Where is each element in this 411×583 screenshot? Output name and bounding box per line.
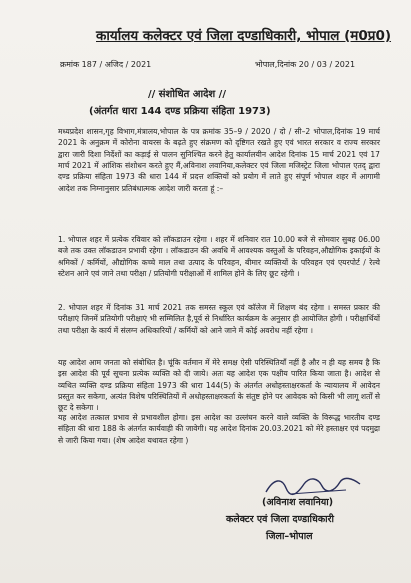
signature-icon [260, 472, 370, 500]
order-heading: // संशोधित आदेश // [148, 89, 226, 100]
intro-paragraph: मध्यप्रदेश शासन,गृह विभाग,मंत्रालय,भोपाल के पत्र क्रमांक 35–9 / 2020 / दो / सी–2 भोपाल,दिनांक 19 मार्च 2021 के अनुक्रम में कोरोना वायरस के बढ़ते हुए संक्रमण को दृष्टिगत रखते हुए एवं भारत सरकार व राज्य सरकार द्वारा जारी दिशा निर्देशों का कड़ाई से पालन सुनिश्चित करने हेतु कार्यालयीन आदेश दिनांक 15 मार्च 2021 एवं 17 मार्च 2021 में आंशिक संशोधन करते हुए मैं,अविनाश लवानिया,कलेक्टर एवं जिला मजिस्ट्रेट जिला भोपाल एतद् द्वारा दण्ड प्रक्रिया संहिता 1973 की धारा 144 में प्रदत्त शक्तियों को प्रयोग में लाते हुए संपूर्ण भोपाल शहर में आगामी आदेश तक निम्नानुसार प्रतिबंधात्मक आदेश जारी करता हूं :– [58, 127, 380, 193]
reference-number: क्रमांक 187 / अजिद / 2021 [60, 60, 152, 69]
point-2-paragraph: 2. भोपाल शहर में दिनांक 31 मार्च 2021 तक समस्त स्कूल एवं कॉलेज में शिक्षण बंद रहेगा । समस्त प्रकार की परीक्षाएं जिनमें प्रतियोगी परीक्षाएं भी सम्मिलित है,पूर्व से निर्धारित कार्यक्रम के अनुसार ही आयोजित होगी । परीक्षार्थियों तथा परीक्षा के कार्य में संलग्न अधिकारियों / कर्मियों को आने जाने में कोई अवरोध नहीं रहेगा । [58, 303, 380, 335]
order-date: भोपाल,दिनांक 20 / 03 / 2021 [255, 60, 356, 69]
effect-paragraph: यह आदेश तत्काल प्रभाव से प्रभावशील होगा। इस आदेश का उल्लंघन करने वाले व्यक्ति के विरूद्ध भारतीय दण्ड संहिता की धारा 188 के अंतर्गत कार्यवाही की जावेगी। यह आदेश दिनांक 20.03.2021 को मेरे हस्ताक्षर एवं पदमुद्रा से जारी किया गया। (शेष आदेश यथावत रहेगा ) [58, 413, 380, 445]
office-header: कार्यालय कलेक्टर एवं जिला दण्डाधिकारी, भोपाल (म0प्र0) [96, 28, 392, 44]
signatory-place: जिला–भोपाल [266, 531, 313, 542]
signatory-title: कलेक्टर एवं जिला दण्डाधिकारी [226, 514, 334, 525]
ex-parte-paragraph: यह आदेश आम जनता को संबोधित है। चूंकि वर्तमान में मेरे समक्ष ऐसी परिस्थितियाँ नहीं है और न ही यह समय है कि इस आदेश की पूर्व सूचना प्रत्येक व्यक्ति को दी जाये। अतः यह आदेश एक पक्षीय पारित किया जाता है। आदेश से व्यथित व्यक्ति दण्ड प्रक्रिया संहिता 1973 की धारा 144(5) के अंतर्गत अधोहस्ताक्षरकर्ता के न्यायालय में आवेदन प्रस्तुत कर सकेगा, अत्यंत विशेष परिस्थितियों में अधोहस्ताक्षरकर्ता के संतुष्ट होने पर आवेदक को किसी भी लागू शर्तों से छूट दे सकेगा । [58, 358, 380, 413]
order-subheading: (अंतर्गत धारा 144 दण्ड प्रक्रिया संहिता 1973) [89, 106, 271, 117]
signatory-name: (अविनाश लवानिया) [262, 497, 334, 508]
point-1-paragraph: 1. भोपाल शहर में प्रत्येक रविवार को लॉकडाउन रहेगा । शहर में शनिवार रात 10.00 बजे से सोमवार सुबह 06.00 बजे तक उक्त लॉकडाउन प्रभावी रहेगा । लॉकडाउन की अवधि में आवश्यक वस्तुओं के परिवहन,औद्योगिक इकाईयों के श्रमिकों / कर्मियों, औद्योगिक कच्चे माल तथा उत्पाद के परिवहन, बीमार व्यक्तियों के परिवहन एवं एयरपोर्ट / रेल्वे स्टेशन आने एवं जाने तथा परीक्षा / प्रतियोगी परीक्षाओं में शामिल होने के लिए छूट रहेगी । [58, 235, 380, 279]
